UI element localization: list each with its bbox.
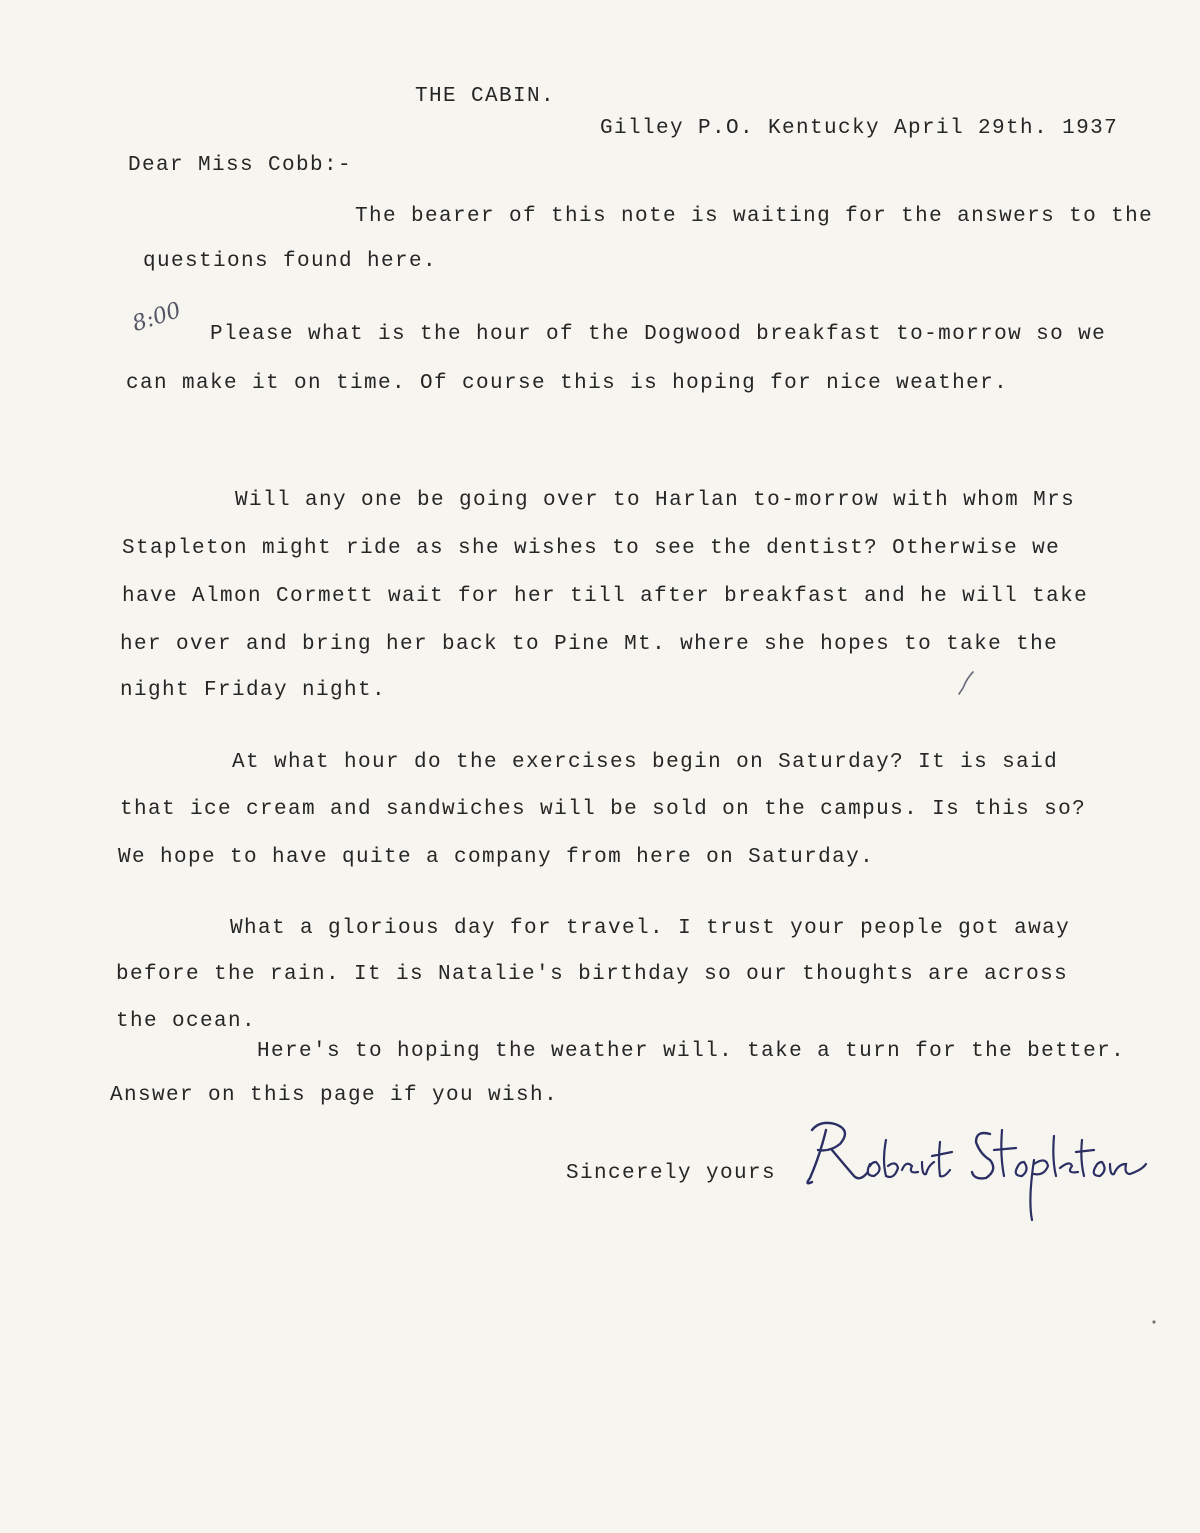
handwritten-signature [790,1100,1190,1230]
paper-speck [1150,1318,1158,1326]
paragraph-3-line-2: Stapleton might ride as she wishes to see the dentist? Otherwise we [122,537,1061,560]
paragraph-4-line-3: We hope to have quite a company from here on Saturday. [118,846,875,869]
paragraph-3-line-1: Will any one be going over to Harlan to-morrow with whom Mrs [235,489,1076,512]
closing: Sincerely yours [566,1162,777,1185]
paragraph-3-line-5: night Friday night. [120,679,387,702]
paragraph-2-line-2: can make it on time. Of course this is hoping for nice weather. [126,372,1009,395]
paragraph-4-line-1: At what hour do the exercises begin on Saturday? It is said [232,751,1059,774]
paragraph-3-line-3: have Almon Cormett wait for her till after breakfast and he will take [122,585,1089,608]
paragraph-5-line-2: before the rain. It is Natalie's birthday so our thoughts are across [116,963,1069,986]
place-date-line: Gilley P.O. Kentucky April 29th. 1937 [600,117,1119,140]
paragraph-6-line-1: Here's to hoping the weather will. take a turn for the better. [257,1040,1126,1063]
paragraph-5-line-3: the ocean. [116,1010,257,1033]
paragraph-2-line-1: Please what is the hour of the Dogwood breakfast to-morrow so we [210,323,1107,346]
letter-heading: THE CABIN. [415,85,556,108]
paragraph-3-line-4: her over and bring her back to Pine Mt. where she hopes to take the [120,633,1059,656]
pencil-check-mark [955,668,985,698]
paragraph-6-line-2: Answer on this page if you wish. [110,1084,559,1107]
paragraph-5-line-1: What a glorious day for travel. I trust your people got away [230,917,1071,940]
handwritten-time-annotation: 8:00 [129,297,185,338]
paragraph-4-line-2: that ice cream and sandwiches will be sold on the campus. Is this so? [120,798,1087,821]
paragraph-1-line-2: questions found here. [143,250,438,273]
salutation: Dear Miss Cobb:- [128,154,353,177]
paragraph-1-line-1: The bearer of this note is waiting for the answers to the [355,205,1154,228]
